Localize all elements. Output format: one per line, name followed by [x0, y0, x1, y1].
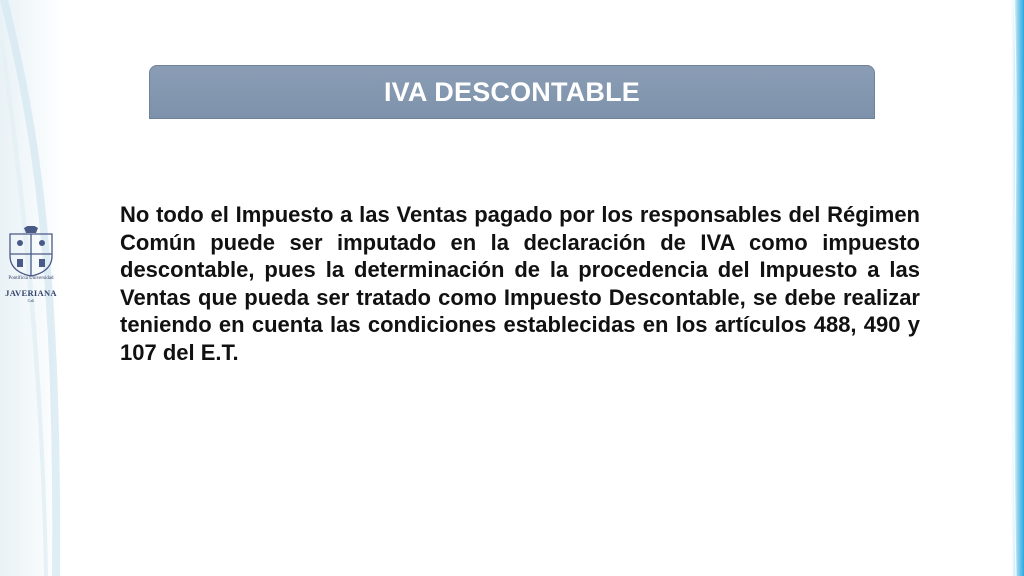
slide-title: IVA DESCONTABLE [383, 76, 640, 107]
logo-text-line2: JAVERIANA [5, 288, 57, 298]
body-paragraph: No todo el Impuesto a las Ventas pagado por los responsables del Régimen Común puede ser imputado en la declaración de IVA como impuesto descontable, pues la determinación de la procedencia del Impuesto a las Ventas que pueda ser tratado como Impuesto Descontable, se debe realizar teniendo en cuenta las condiciones establecidas en los artículos 488, 490 y 107 del E.T. [120, 202, 920, 365]
university-logo [2, 226, 60, 318]
title-banner [149, 65, 875, 119]
logo-text-line1: Pontificia Universidad [8, 276, 54, 281]
right-decorative-band [1000, 0, 1024, 576]
logo-text-line3: Cali [27, 298, 35, 303]
